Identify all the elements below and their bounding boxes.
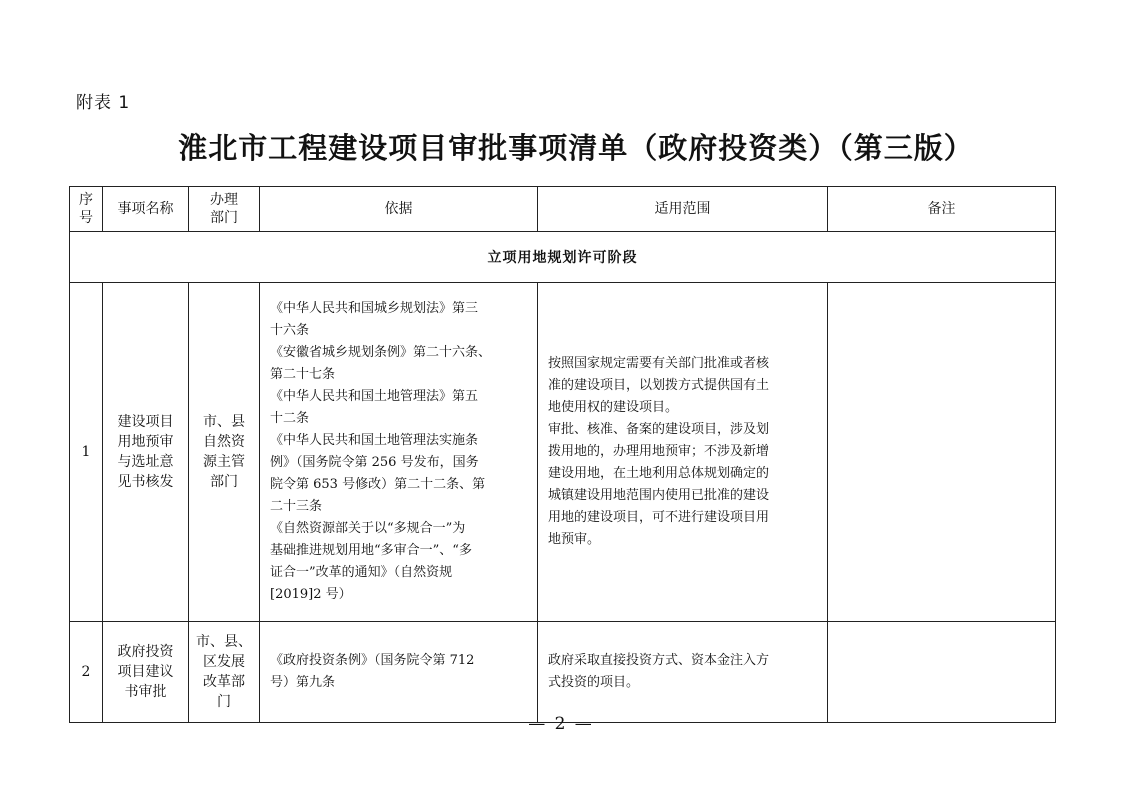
header-no: 序 号 [70, 187, 103, 232]
table-row [70, 622, 1056, 723]
approval-items-table [69, 186, 1056, 723]
applicable-scope: 按照国家规定需要有关部门批准或者核 准的建设项目，以划拨方式提供国有土 地使用权的建设项目。 审批、核准、备案的建设项目，涉及划 拨用地的，办理用地预审；不涉及新增 建设用地，在土地利用总体规划确定的 城镇建设用地范围内使用已批准的建设 用地的建设项目，可不进行建设项目用 地预审。 [538, 283, 828, 622]
header-item-name: 事项名称 [103, 187, 189, 232]
legal-basis: 《政府投资条例》（国务院令第 712 号）第九条 [260, 622, 538, 723]
stage-title: 立项用地规划许可阶段 [70, 232, 1056, 283]
row-number: 1 [70, 283, 103, 622]
remark [828, 622, 1056, 723]
table-row [70, 283, 1056, 622]
item-name: 政府投资 项目建议 书审批 [103, 622, 189, 723]
department: 市、县 自然资 源主管 部门 [189, 283, 260, 622]
applicable-scope: 政府采取直接投资方式、资本金注入方 式投资的项目。 [538, 622, 828, 723]
header-department: 办理 部门 [189, 187, 260, 232]
item-name: 建设项目 用地预审 与选址意 见书核发 [103, 283, 189, 622]
table-header-row [70, 187, 1056, 232]
page-number: — 2 — [528, 714, 594, 734]
header-basis: 依据 [260, 187, 538, 232]
department: 市、县、 区发展 改革部 门 [189, 622, 260, 723]
remark [828, 283, 1056, 622]
header-scope: 适用范围 [538, 187, 828, 232]
attachment-label: 附表 1 [76, 93, 131, 113]
stage-row [70, 232, 1056, 283]
row-number: 2 [70, 622, 103, 723]
header-remark: 备注 [828, 187, 1056, 232]
document-title: 淮北市工程建设项目审批事项清单（政府投资类）（第三版） [178, 131, 974, 165]
legal-basis: 《中华人民共和国城乡规划法》第三 十六条 《安徽省城乡规划条例》第二十六条、 第二十七条 《中华人民共和国土地管理法》第五 十二条 《中华人民共和国土地管理法实施条 例》（国务院令第 256 号发布，国务 院令第 653 号修改）第二十二条、第 二十三条 《自然资源部关于以“多规合一”为 基础推进规划用地“多审合一”、“多 证合一”改革的通知》（自然资规 [2019]2 号） [260, 283, 538, 622]
